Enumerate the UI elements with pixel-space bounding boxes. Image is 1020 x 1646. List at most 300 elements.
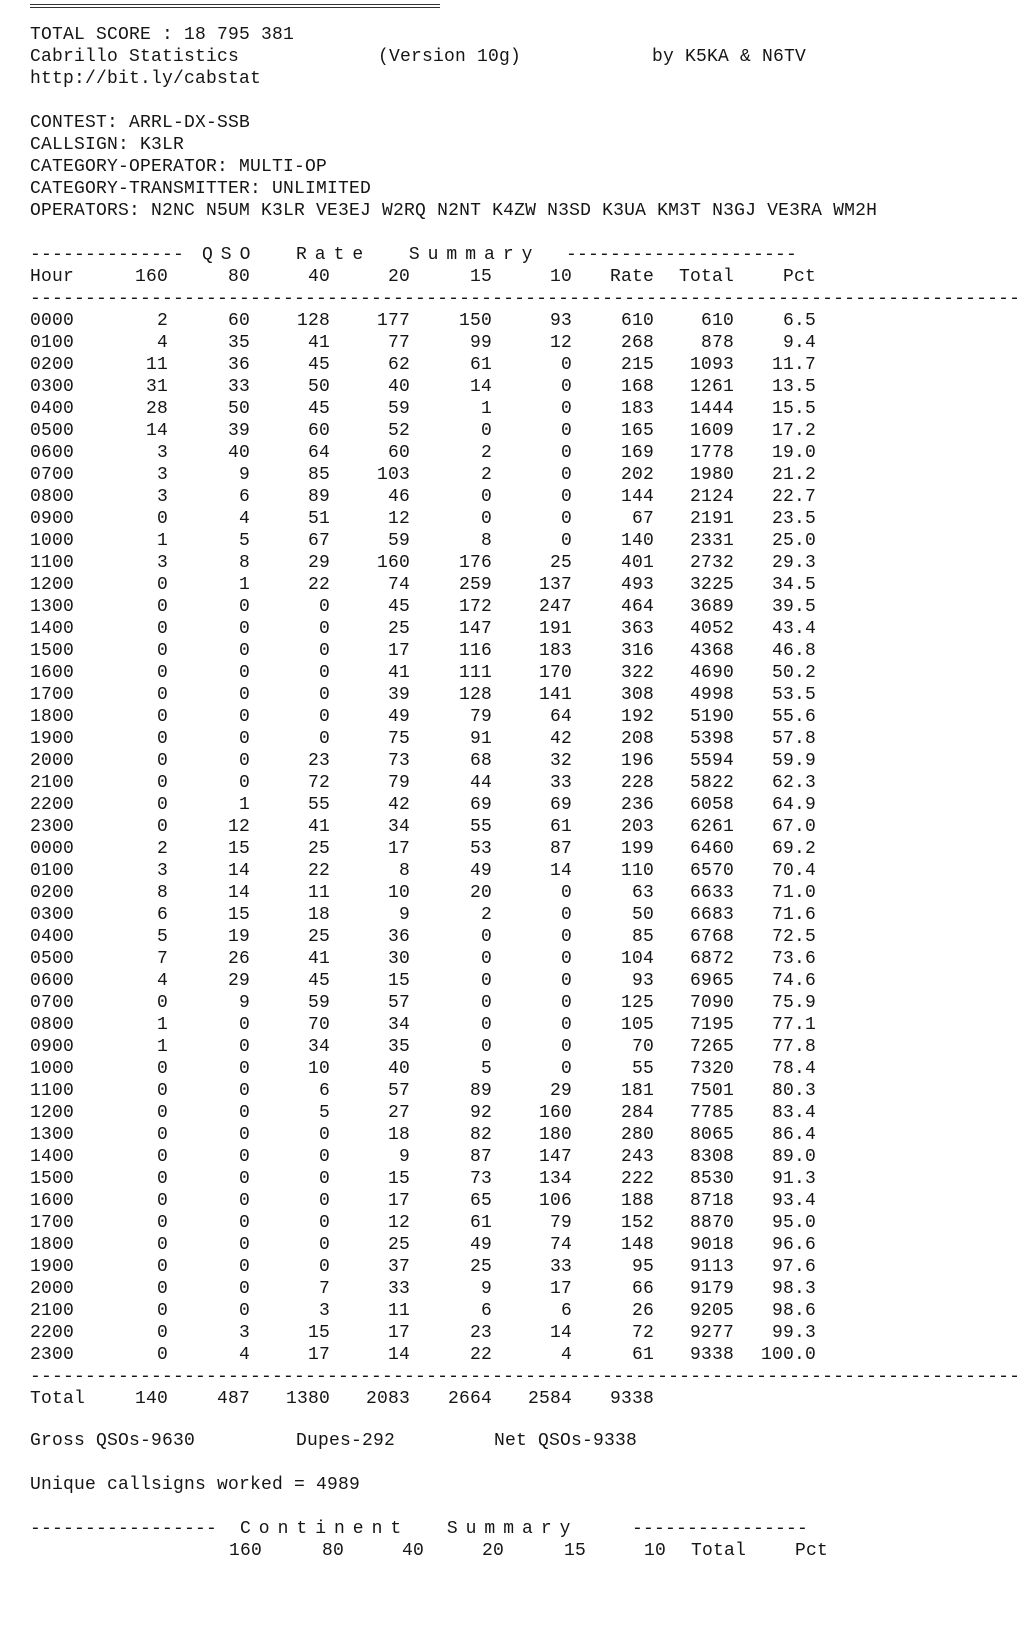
table-cell: 0 bbox=[156, 575, 168, 595]
table-cell: 28 bbox=[145, 399, 168, 419]
table-cell: 50.2 bbox=[771, 663, 816, 683]
table-cell: 170 bbox=[538, 663, 572, 683]
table-cell: 0 bbox=[156, 1191, 168, 1211]
table-cell: 71.0 bbox=[771, 883, 816, 903]
table-cell: 8 bbox=[156, 883, 168, 903]
table-cell: 3 bbox=[156, 487, 168, 507]
table-cell: 0 bbox=[560, 443, 572, 463]
table-cell: 8870 bbox=[689, 1213, 734, 1233]
table-cell: 0 bbox=[318, 663, 330, 683]
hour-cell: 2200 bbox=[30, 795, 75, 815]
hour-cell: 0400 bbox=[30, 927, 75, 947]
table-cell: 17 bbox=[307, 1345, 330, 1365]
hour-cell: 0500 bbox=[30, 421, 75, 441]
column-header: Pct bbox=[782, 267, 816, 287]
table-cell: 0 bbox=[560, 993, 572, 1013]
table-cell: 316 bbox=[620, 641, 654, 661]
table-cell: 22.7 bbox=[771, 487, 816, 507]
continent-column-header: 80 bbox=[321, 1541, 344, 1561]
table-cell: 148 bbox=[620, 1235, 654, 1255]
column-header: 160 bbox=[134, 267, 168, 287]
table-cell: 69.2 bbox=[771, 839, 816, 859]
hour-cell: 0000 bbox=[30, 839, 75, 859]
table-cell: 15 bbox=[387, 971, 410, 991]
table-cell: 0 bbox=[238, 1147, 250, 1167]
table-cell: 322 bbox=[620, 663, 654, 683]
table-cell: 13.5 bbox=[771, 377, 816, 397]
table-cell: 0 bbox=[238, 773, 250, 793]
table-cell: 79 bbox=[549, 1213, 572, 1233]
table-cell: 0 bbox=[318, 597, 330, 617]
table-cell: 14 bbox=[387, 1345, 410, 1365]
table-cell: 44 bbox=[469, 773, 492, 793]
hour-cell: 1900 bbox=[30, 729, 75, 749]
table-cell: 12 bbox=[227, 817, 250, 837]
table-cell: 5398 bbox=[689, 729, 734, 749]
category-operator-line: CATEGORY-OPERATOR: MULTI-OP bbox=[30, 157, 328, 177]
table-cell: 55 bbox=[631, 1059, 654, 1079]
table-cell: 0 bbox=[238, 751, 250, 771]
table-cell: 25 bbox=[387, 619, 410, 639]
table-cell: 610 bbox=[620, 311, 654, 331]
category-transmitter-line: CATEGORY-TRANSMITTER: UNLIMITED bbox=[30, 179, 372, 199]
table-cell: 137 bbox=[538, 575, 572, 595]
table-cell: 2 bbox=[156, 311, 168, 331]
table-cell: 9338 bbox=[689, 1345, 734, 1365]
table-cell: 0 bbox=[238, 1081, 250, 1101]
table-cell: 77 bbox=[387, 333, 410, 353]
hour-cell: 1400 bbox=[30, 619, 75, 639]
table-cell: 67 bbox=[307, 531, 330, 551]
table-cell: 9 bbox=[398, 905, 410, 925]
total-cell: 140 bbox=[134, 1389, 168, 1409]
table-cell: 60 bbox=[227, 311, 250, 331]
table-cell: 0 bbox=[560, 883, 572, 903]
table-cell: 14 bbox=[549, 861, 572, 881]
table-cell: 0 bbox=[156, 1147, 168, 1167]
table-cell: 0 bbox=[560, 949, 572, 969]
table-cell: 0 bbox=[560, 1059, 572, 1079]
dupes: Dupes-292 bbox=[296, 1431, 396, 1451]
table-cell: 33 bbox=[549, 773, 572, 793]
table-cell: 60 bbox=[387, 443, 410, 463]
table-cell: 0 bbox=[560, 927, 572, 947]
table-cell: 98.6 bbox=[771, 1301, 816, 1321]
table-cell: 0 bbox=[238, 1235, 250, 1255]
table-cell: 78.4 bbox=[771, 1059, 816, 1079]
table-cell: 0 bbox=[480, 993, 492, 1013]
report-title: Cabrillo Statistics bbox=[30, 47, 240, 67]
table-cell: 41 bbox=[307, 949, 330, 969]
total-cell: 2664 bbox=[447, 1389, 492, 1409]
continent-heading-right-rule: ---------------- bbox=[632, 1519, 809, 1539]
table-cell: 2124 bbox=[689, 487, 734, 507]
table-cell: 19.0 bbox=[771, 443, 816, 463]
table-cell: 36 bbox=[387, 927, 410, 947]
hour-cell: 0500 bbox=[30, 949, 75, 969]
table-cell: 12 bbox=[387, 509, 410, 529]
table-cell: 203 bbox=[620, 817, 654, 837]
table-cell: 50 bbox=[631, 905, 654, 925]
table-cell: 0 bbox=[480, 949, 492, 969]
table-cell: 49 bbox=[469, 1235, 492, 1255]
total-score: TOTAL SCORE : 18 795 381 bbox=[30, 25, 295, 45]
table-cell: 65 bbox=[469, 1191, 492, 1211]
table-cell: 64 bbox=[549, 707, 572, 727]
table-cell: 64.9 bbox=[771, 795, 816, 815]
table-cell: 9018 bbox=[689, 1235, 734, 1255]
hour-cell: 0700 bbox=[30, 993, 75, 1013]
table-cell: 134 bbox=[538, 1169, 572, 1189]
table-cell: 6768 bbox=[689, 927, 734, 947]
table-cell: 176 bbox=[458, 553, 492, 573]
table-cell: 8065 bbox=[689, 1125, 734, 1145]
table-cell: 62.3 bbox=[771, 773, 816, 793]
table-cell: 61 bbox=[549, 817, 572, 837]
table-cell: 1 bbox=[480, 399, 492, 419]
table-cell: 0 bbox=[318, 685, 330, 705]
table-cell: 0 bbox=[480, 1037, 492, 1057]
table-cell: 36 bbox=[227, 355, 250, 375]
table-cell: 67 bbox=[631, 509, 654, 529]
table-cell: 0 bbox=[238, 1279, 250, 1299]
table-cell: 22 bbox=[307, 861, 330, 881]
hour-cell: 1900 bbox=[30, 1257, 75, 1277]
table-cell: 62 bbox=[387, 355, 410, 375]
table-cell: 34 bbox=[307, 1037, 330, 1057]
hour-cell: 1300 bbox=[30, 1125, 75, 1145]
table-cell: 55 bbox=[469, 817, 492, 837]
table-cell: 6683 bbox=[689, 905, 734, 925]
table-cell: 50 bbox=[307, 377, 330, 397]
table-cell: 0 bbox=[318, 619, 330, 639]
table-cell: 37 bbox=[387, 1257, 410, 1277]
hour-cell: 1800 bbox=[30, 1235, 75, 1255]
hour-cell: 0900 bbox=[30, 509, 75, 529]
table-cell: 92 bbox=[469, 1103, 492, 1123]
column-header: 80 bbox=[227, 267, 250, 287]
table-cell: 1 bbox=[156, 1037, 168, 1057]
table-cell: 160 bbox=[538, 1103, 572, 1123]
table-cell: 35 bbox=[387, 1037, 410, 1057]
table-cell: 0 bbox=[238, 641, 250, 661]
table-cell: 29.3 bbox=[771, 553, 816, 573]
table-cell: 91.3 bbox=[771, 1169, 816, 1189]
operators-line: OPERATORS: N2NC N5UM K3LR VE3EJ W2RQ N2NT K4ZW N3SD K3UA KM3T N3GJ VE3RA WM2H bbox=[30, 201, 878, 221]
table-cell: 33 bbox=[549, 1257, 572, 1277]
table-cell: 236 bbox=[620, 795, 654, 815]
table-cell: 85 bbox=[631, 927, 654, 947]
table-cell: 1093 bbox=[689, 355, 734, 375]
table-cell: 15 bbox=[387, 1169, 410, 1189]
table-cell: 100.0 bbox=[760, 1345, 816, 1365]
table-cell: 3 bbox=[156, 443, 168, 463]
table-cell: 33 bbox=[227, 377, 250, 397]
table-cell: 18 bbox=[387, 1125, 410, 1145]
table-cell: 610 bbox=[700, 311, 734, 331]
table-cell: 4 bbox=[560, 1345, 572, 1365]
table-cell: 74.6 bbox=[771, 971, 816, 991]
table-cell: 17.2 bbox=[771, 421, 816, 441]
column-header: Rate bbox=[609, 267, 654, 287]
table-cell: 59.9 bbox=[771, 751, 816, 771]
continent-heading-left-rule: ----------------- bbox=[30, 1519, 218, 1539]
table-cell: 144 bbox=[620, 487, 654, 507]
table-cell: 77.1 bbox=[771, 1015, 816, 1035]
table-cell: 6 bbox=[318, 1081, 330, 1101]
table-cell: 19 bbox=[227, 927, 250, 947]
hour-cell: 0200 bbox=[30, 883, 75, 903]
table-cell: 363 bbox=[620, 619, 654, 639]
table-cell: 17 bbox=[387, 1191, 410, 1211]
hour-cell: 0600 bbox=[30, 971, 75, 991]
qso-summary-heading: QSO Rate Summary bbox=[202, 245, 541, 265]
table-cell: 6 bbox=[156, 905, 168, 925]
table-cell: 72.5 bbox=[771, 927, 816, 947]
table-cell: 46 bbox=[387, 487, 410, 507]
table-cell: 50 bbox=[227, 399, 250, 419]
table-cell: 61 bbox=[469, 355, 492, 375]
table-cell: 52 bbox=[387, 421, 410, 441]
total-cell: 9338 bbox=[609, 1389, 654, 1409]
table-cell: 128 bbox=[296, 311, 330, 331]
hour-cell: 0300 bbox=[30, 905, 75, 925]
unique-callsigns: Unique callsigns worked = 4989 bbox=[30, 1475, 361, 1495]
table-cell: 0 bbox=[560, 531, 572, 551]
table-cell: 6570 bbox=[689, 861, 734, 881]
table-cell: 6058 bbox=[689, 795, 734, 815]
hour-cell: 0100 bbox=[30, 861, 75, 881]
table-cell: 30 bbox=[387, 949, 410, 969]
table-cell: 7 bbox=[156, 949, 168, 969]
column-header: 20 bbox=[387, 267, 410, 287]
table-cell: 0 bbox=[318, 1125, 330, 1145]
continent-column-header: 20 bbox=[481, 1541, 504, 1561]
table-cell: 60 bbox=[307, 421, 330, 441]
table-cell: 152 bbox=[620, 1213, 654, 1233]
table-cell: 66 bbox=[631, 1279, 654, 1299]
hour-cell: 2000 bbox=[30, 751, 75, 771]
table-cell: 51 bbox=[307, 509, 330, 529]
table-cell: 493 bbox=[620, 575, 654, 595]
continent-column-header: 40 bbox=[401, 1541, 424, 1561]
total-label: Total bbox=[30, 1389, 86, 1409]
table-cell: 0 bbox=[156, 1081, 168, 1101]
table-cell: 5 bbox=[156, 927, 168, 947]
table-cell: 0 bbox=[318, 1191, 330, 1211]
table-cell: 2191 bbox=[689, 509, 734, 529]
total-cell: 2083 bbox=[365, 1389, 410, 1409]
table-cell: 243 bbox=[620, 1147, 654, 1167]
table-cell: 10 bbox=[307, 1059, 330, 1079]
table-cell: 5594 bbox=[689, 751, 734, 771]
table-cell: 35 bbox=[227, 333, 250, 353]
table-cell: 14 bbox=[469, 377, 492, 397]
table-cell: 26 bbox=[227, 949, 250, 969]
qso-heading-left-rule: -------------- bbox=[30, 245, 185, 265]
hour-cell: 1000 bbox=[30, 531, 75, 551]
table-cell: 68 bbox=[469, 751, 492, 771]
table-cell: 75 bbox=[387, 729, 410, 749]
table-cell: 0 bbox=[238, 1059, 250, 1079]
table-cell: 0 bbox=[156, 817, 168, 837]
table-cell: 25.0 bbox=[771, 531, 816, 551]
continent-column-header: 160 bbox=[228, 1541, 262, 1561]
table-cell: 87 bbox=[469, 1147, 492, 1167]
table-cell: 79 bbox=[469, 707, 492, 727]
table-cell: 0 bbox=[156, 729, 168, 749]
table-cell: 14 bbox=[227, 861, 250, 881]
table-cell: 29 bbox=[549, 1081, 572, 1101]
table-cell: 39.5 bbox=[771, 597, 816, 617]
table-cell: 75.9 bbox=[771, 993, 816, 1013]
table-cell: 87 bbox=[549, 839, 572, 859]
table-cell: 878 bbox=[700, 333, 734, 353]
table-cell: 39 bbox=[387, 685, 410, 705]
table-cell: 0 bbox=[238, 1169, 250, 1189]
table-cell: 63 bbox=[631, 883, 654, 903]
table-cell: 0 bbox=[318, 641, 330, 661]
table-cell: 3 bbox=[156, 861, 168, 881]
hour-cell: 2100 bbox=[30, 1301, 75, 1321]
report-version: (Version 10g) bbox=[378, 47, 522, 67]
hour-cell: 0000 bbox=[30, 311, 75, 331]
table-cell: 53.5 bbox=[771, 685, 816, 705]
table-cell: 0 bbox=[560, 1037, 572, 1057]
table-cell: 15.5 bbox=[771, 399, 816, 419]
table-cell: 0 bbox=[238, 1191, 250, 1211]
column-header: 10 bbox=[549, 267, 572, 287]
table-cell: 9277 bbox=[689, 1323, 734, 1343]
table-cell: 45 bbox=[307, 399, 330, 419]
table-cell: 83.4 bbox=[771, 1103, 816, 1123]
table-cell: 40 bbox=[227, 443, 250, 463]
table-cell: 53 bbox=[469, 839, 492, 859]
table-cell: 0 bbox=[156, 1213, 168, 1233]
table-cell: 17 bbox=[387, 1323, 410, 1343]
table-cell: 0 bbox=[156, 1125, 168, 1145]
table-cell: 14 bbox=[549, 1323, 572, 1343]
table-cell: 4 bbox=[156, 333, 168, 353]
continent-column-header: 15 bbox=[563, 1541, 586, 1561]
table-cell: 72 bbox=[307, 773, 330, 793]
table-cell: 7090 bbox=[689, 993, 734, 1013]
table-cell: 7195 bbox=[689, 1015, 734, 1035]
table-cell: 0 bbox=[560, 905, 572, 925]
table-cell: 57 bbox=[387, 993, 410, 1013]
total-cell: 487 bbox=[216, 1389, 250, 1409]
table-cell: 4 bbox=[238, 509, 250, 529]
qso-heading-right-rule: --------------------- bbox=[566, 245, 798, 265]
continent-summary-heading: Continent Summary bbox=[240, 1519, 579, 1539]
table-cell: 26 bbox=[631, 1301, 654, 1321]
table-cell: 74 bbox=[387, 575, 410, 595]
table-cell: 116 bbox=[458, 641, 492, 661]
hour-cell: 0800 bbox=[30, 1015, 75, 1035]
table-cell: 110 bbox=[620, 861, 654, 881]
table-cell: 0 bbox=[156, 751, 168, 771]
table-cell: 308 bbox=[620, 685, 654, 705]
table-cell: 11 bbox=[307, 883, 330, 903]
table-cell: 25 bbox=[387, 1235, 410, 1255]
hour-cell: 0300 bbox=[30, 377, 75, 397]
table-cell: 9.4 bbox=[782, 333, 816, 353]
table-cell: 1778 bbox=[689, 443, 734, 463]
table-cell: 259 bbox=[458, 575, 492, 595]
table-cell: 0 bbox=[238, 1103, 250, 1123]
table-cell: 1 bbox=[156, 1015, 168, 1035]
hour-cell: 2300 bbox=[30, 817, 75, 837]
table-cell: 8 bbox=[398, 861, 410, 881]
table-cell: 40 bbox=[387, 377, 410, 397]
hour-cell: 1300 bbox=[30, 597, 75, 617]
column-header: Hour bbox=[30, 267, 75, 287]
continent-column-header: Total bbox=[690, 1541, 746, 1561]
table-cell: 97.6 bbox=[771, 1257, 816, 1277]
table-cell: 45 bbox=[307, 971, 330, 991]
table-cell: 8530 bbox=[689, 1169, 734, 1189]
table-cell: 12 bbox=[387, 1213, 410, 1233]
table-cell: 49 bbox=[387, 707, 410, 727]
table-cell: 29 bbox=[307, 553, 330, 573]
table-cell: 10 bbox=[387, 883, 410, 903]
table-cell: 61 bbox=[469, 1213, 492, 1233]
table-cell: 73 bbox=[387, 751, 410, 771]
table-cell: 3 bbox=[156, 465, 168, 485]
table-cell: 0 bbox=[238, 685, 250, 705]
table-cell: 0 bbox=[156, 1235, 168, 1255]
header-divider-rule: ------------------------------------------------------------------------------------------ bbox=[30, 289, 1020, 309]
continent-column-header: 10 bbox=[643, 1541, 666, 1561]
table-cell: 183 bbox=[538, 641, 572, 661]
table-cell: 0 bbox=[156, 1301, 168, 1321]
table-cell: 72 bbox=[631, 1323, 654, 1343]
table-cell: 9205 bbox=[689, 1301, 734, 1321]
table-cell: 41 bbox=[307, 817, 330, 837]
table-cell: 14 bbox=[145, 421, 168, 441]
table-cell: 80.3 bbox=[771, 1081, 816, 1101]
hour-cell: 0900 bbox=[30, 1037, 75, 1057]
table-cell: 25 bbox=[307, 927, 330, 947]
table-cell: 25 bbox=[549, 553, 572, 573]
table-cell: 12 bbox=[549, 333, 572, 353]
table-cell: 280 bbox=[620, 1125, 654, 1145]
table-cell: 0 bbox=[156, 1279, 168, 1299]
table-cell: 86.4 bbox=[771, 1125, 816, 1145]
table-cell: 98.3 bbox=[771, 1279, 816, 1299]
table-cell: 6872 bbox=[689, 949, 734, 969]
table-cell: 17 bbox=[387, 641, 410, 661]
table-cell: 6 bbox=[480, 1301, 492, 1321]
table-cell: 69 bbox=[549, 795, 572, 815]
table-cell: 82 bbox=[469, 1125, 492, 1145]
hour-cell: 2200 bbox=[30, 1323, 75, 1343]
table-cell: 46.8 bbox=[771, 641, 816, 661]
table-cell: 0 bbox=[238, 1257, 250, 1277]
table-cell: 89 bbox=[469, 1081, 492, 1101]
hour-cell: 1000 bbox=[30, 1059, 75, 1079]
table-cell: 215 bbox=[620, 355, 654, 375]
table-cell: 199 bbox=[620, 839, 654, 859]
table-cell: 150 bbox=[458, 311, 492, 331]
table-cell: 22 bbox=[307, 575, 330, 595]
table-cell: 9179 bbox=[689, 1279, 734, 1299]
table-cell: 85 bbox=[307, 465, 330, 485]
table-cell: 2331 bbox=[689, 531, 734, 551]
table-cell: 4052 bbox=[689, 619, 734, 639]
table-cell: 99 bbox=[469, 333, 492, 353]
table-cell: 1261 bbox=[689, 377, 734, 397]
